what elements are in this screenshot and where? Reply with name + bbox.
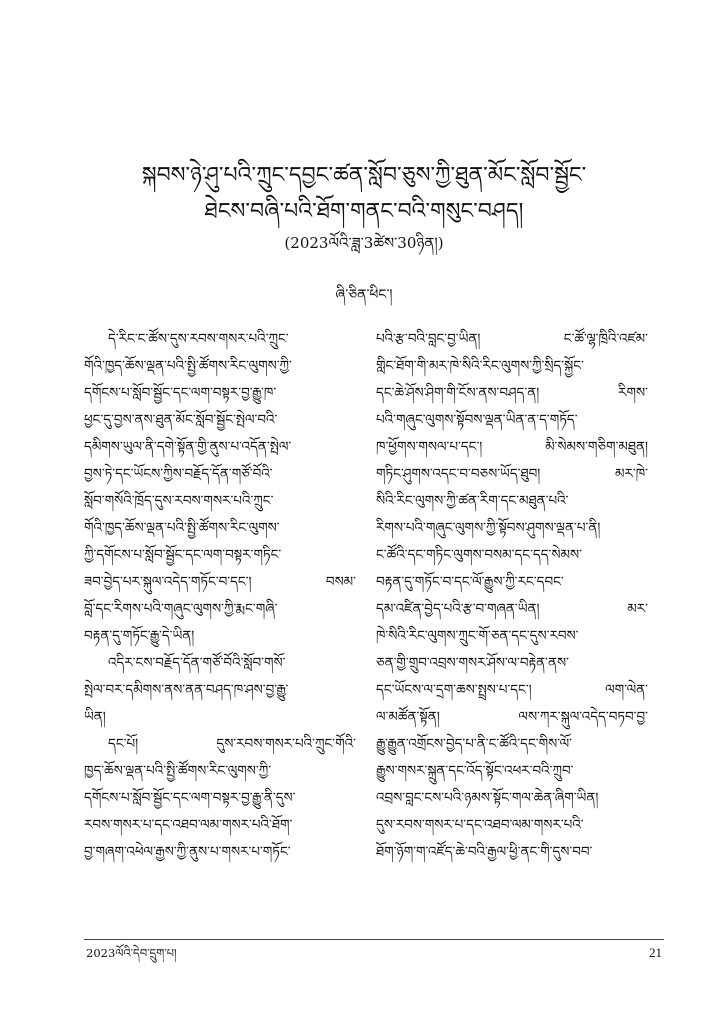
text-line: དེ་རིང་ང་ཚོས་དུས་རབས་གསར་པའི་ཀྲུང་ <box>108 331 289 347</box>
text-line: ང་ཚོའི་དང་གཏིང་ལུགས་བསམ་དང་དད་སེམས་ <box>376 547 582 563</box>
text-line: གོའི་ཁྱད་ཆོས་ལྡན་པའི་སྤྱི་ཚོགས་རིང་ལུགས་ <box>84 520 280 536</box>
text-line: གླིང་ཐོག་གི་མར་ཁེ་སིའི་རིང་ལུགས་ཀྱི་སྲིད་སྐྱོང་ <box>376 358 584 374</box>
text-line: ཅན་གྱི་གྲུབ་འབྲས་གསར་ཤོས་ལ་བརྟེན་ནས་ <box>376 655 569 671</box>
text-line: བརྟན་དུ་གཏོང་བ་དང་ལོ་རྒྱུས་ཀྱི་རང་དབང་ <box>376 574 564 590</box>
text-line: དགོངས་པ་སློབ་སྦྱོང་དང་ལག་བསྟར་བྱ་རྒྱུ་ཁ་ <box>84 385 277 401</box>
text-line: གོའི་ཁྱད་ཆོས་ལྡན་པའི་སྤྱི་ཚོགས་རིང་ལུགས་ཀྱི་ <box>84 358 292 374</box>
text-line: དམིགས་ཡུལ་ནི་དགེ་སྟོན་གྱི་ནུས་པ་འདོན་སྤེལ་ <box>84 439 292 455</box>
text-line: བརྟན་དུ་གཏོང་རྒྱུ་དེ་ཡིན། <box>84 628 195 644</box>
author-name: ཞི་ཅིན་ཕིང་། <box>335 287 393 303</box>
article-title-block <box>60 158 668 256</box>
text-line: དུས་རབས་གསར་པ་དང་འཐབ་ལམ་གསར་པའི་ <box>376 817 584 833</box>
text-line: སིའི་རིང་ལུགས་ཀྱི་ཚན་རིག་དང་མཐུན་པའི་ <box>376 493 569 509</box>
text-line: རྒྱུ་རྒྱུན་འགྲོངས་བྱེད་པ་ནི་ང་ཚོའི་དང་གིས་ལོ་ <box>376 736 573 752</box>
text-line: བྱས་ཏེ་དང་ཡོངས་ཀྱིས་བརྗོད་དོན་གཙོ་བོའི་ <box>84 466 273 482</box>
text-line: དགོངས་པ་སློབ་སྦྱོང་དང་ལག་བསྟར་བྱ་རྒྱུ་ནི་དུས་ <box>84 790 296 806</box>
text-line: ཡིན། <box>84 709 106 725</box>
footer-divider <box>84 939 664 940</box>
text-line: རབས་གསར་པ་དང་འཐབ་ལམ་གསར་པའི་ཐོག་ <box>84 817 293 833</box>
text-line: སྤེལ་བར་དམིགས་ནས་ནན་བཤད་ཁ་ཤས་བྱ་རྒྱུ་ <box>84 682 289 698</box>
article-title-line-1: སྐབས་ཉེ་ཤུ་པའི་ཀྲུང་དབྱང་ཚན་སློབ་ཅུས་ཀྱི་ཐུན་མོང་སློབ་སྦྱོང་ <box>141 163 587 188</box>
text-line: ལ་མཚོན་སྟོན། ལས་ཀར་སྐུལ་འདེད་བཏབ་བྱ་ <box>376 709 648 725</box>
left-text-column <box>84 326 356 866</box>
text-line: གཏིང་ཤུགས་འདང་བ་བཅས་ཡོད་ཐུབ། མར་ཁེ་ <box>376 466 648 482</box>
article-date: (2023ལོའི་ཟླ་3ཚེས་30ཉིན།) <box>284 234 444 252</box>
footer-issue-label: 2023ལོའི་དེབ་དྲུག་པ། <box>86 946 177 960</box>
text-line: ཁ་ཕྱོགས་གསལ་པ་དང་། མི་སེམས་གཅིག་མཐུན། <box>376 439 648 455</box>
text-line: རིགས་པའི་གཞུང་ལུགས་ཀྱི་སྟོབས་ཤུགས་ལྡན་པ་ནི། <box>376 520 601 536</box>
text-line: རྒྱུས་གསར་སྐྲུན་དང་འོད་སྟོང་འཕར་བའི་ཀྲུབ་ <box>376 763 574 779</box>
text-line: པའི་གཞུང་ལུགས་སྟོབས་ལྡན་ཡིན་ན་ད་གཏོད་ <box>376 412 578 428</box>
text-line: བློ་དང་རིགས་པའི་གཞུང་ལུགས་ཀྱི་རྨང་གཞི་ <box>84 601 278 617</box>
text-line: ཀྱི་དགོངས་པ་སློབ་སྦྱོང་དང་ལག་བསྟར་གཏིང་ <box>84 547 282 563</box>
text-line: ཐོག་ཉོག་ག་འཛོད་ཆེ་བའི་རྒྱལ་ཕྱི་ནང་གི་དུས་བབ་ <box>376 844 593 860</box>
text-line: སློབ་གསོའི་ཁྲོད་དུས་རབས་གསར་པའི་ཀྲུང་ <box>84 493 274 509</box>
text-line: ཟབ་བྱེད་པར་སྐུལ་འདེད་གཏོང་བ་དང་། བསམ་ <box>84 574 356 590</box>
text-line: ཁེ་སིའི་རིང་ལུགས་ཀྲུང་གོ་ཅན་དང་དུས་རབས་ <box>376 628 579 644</box>
text-line: བྱ་གཞག་འཕེལ་རྒྱས་ཀྱི་ནུས་པ་གསར་པ་གཏོང་ <box>84 844 291 860</box>
text-line: འབྲས་བླང་ངས་པའི་ཉམས་སྟོང་གལ་ཆེན་ཞིག་ཡིན། <box>376 790 599 806</box>
article-title-line-2: ཐེངས་བཞི་པའི་ཐོག་གནང་བའི་གསུང་བཤད། <box>204 199 524 224</box>
text-line: ཁྱད་ཆོས་ལྡན་པའི་སྤྱི་ཚོགས་རིང་ལུགས་ཀྱི་ <box>84 763 272 779</box>
text-line: འདིར་ངས་བརྗོད་དོན་གཙོ་བོའི་སློབ་གསོ་ <box>108 655 286 671</box>
text-line: དང་ཡོངས་ལ་དྲག་ཆས་སྤྲས་པ་དང་། ལག་ལེན་ <box>376 682 648 698</box>
text-line: དང་པོ། དུས་རབས་གསར་པའི་ཀྲུང་གོའི་ <box>108 736 356 752</box>
right-text-column <box>376 326 648 866</box>
page-number: 21 <box>649 945 662 960</box>
text-line: དང་ཆེ་ཤོས་ཤིག་གི་ངོས་ནས་བཤད་ན། རིགས་ <box>376 385 648 401</box>
text-line: དམ་འཛིན་བྱེད་པའི་རྩ་བ་གཞན་ཡིན། མར་ <box>376 601 648 617</box>
text-line: པའི་རྩ་བའི་བླང་བྱ་ཡིན། ང་ཚོ་ལྷ་ཁྲིའི་འཛམ་ <box>376 331 648 347</box>
text-line: ཕྱང་དུ་བྱས་ནས་ཐུན་མོང་སློབ་སྦྱོང་སྤེལ་བའི་ <box>84 412 278 428</box>
